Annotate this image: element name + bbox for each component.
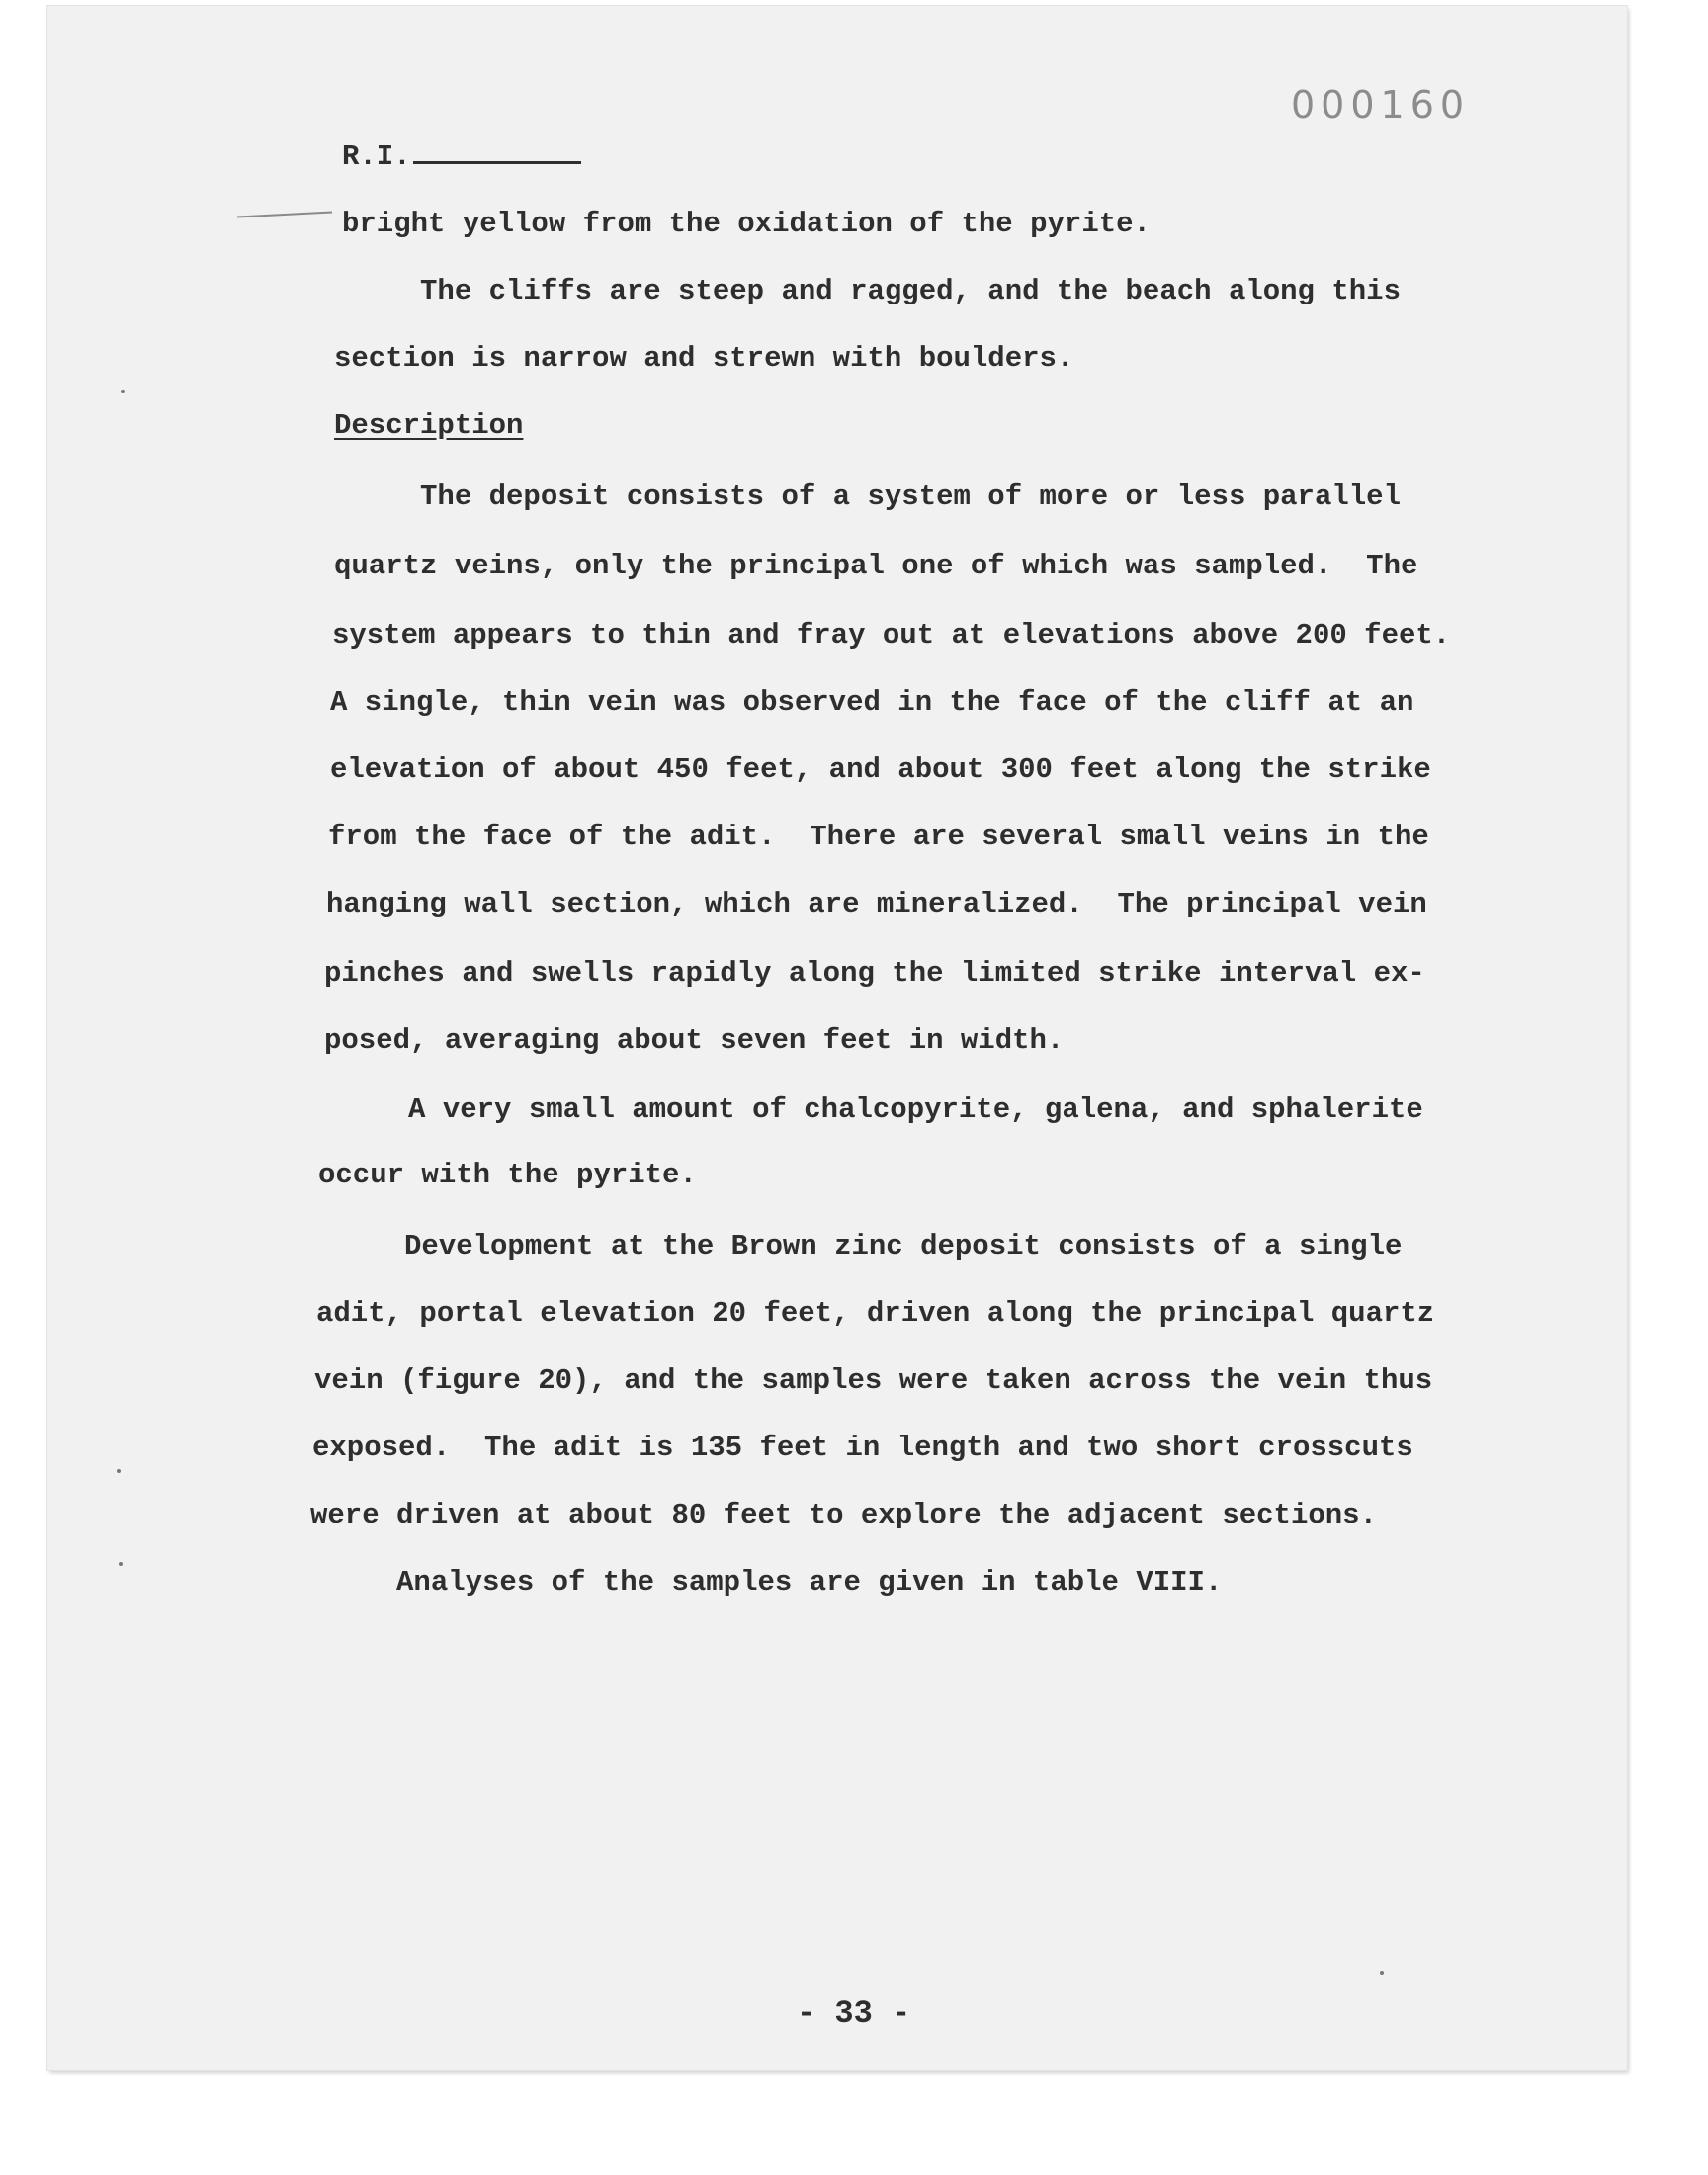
document-page <box>47 6 1627 2070</box>
body-line: occur with the pyrite. <box>318 1159 697 1191</box>
archive-stamp-number: 000160 <box>1291 83 1471 127</box>
paper-speck <box>119 1562 123 1566</box>
paper-speck <box>1380 1971 1384 1975</box>
page-number: - 33 - <box>797 1995 911 2032</box>
body-line: exposed. The adit is 135 feet in length and two short crosscuts <box>312 1432 1413 1464</box>
report-number-label: R.I. <box>342 140 411 173</box>
paper-speck <box>121 390 125 393</box>
margin-mark <box>237 211 332 218</box>
body-line: bright yellow from the oxidation of the pyrite. <box>342 208 1151 240</box>
body-line: adit, portal elevation 20 feet, driven along the principal quartz <box>316 1297 1435 1330</box>
body-line: posed, averaging about seven feet in width. <box>324 1024 1065 1057</box>
body-line: elevation of about 450 feet, and about 300 feet along the strike <box>330 753 1431 786</box>
body-line: Analyses of the samples are given in table VIII. <box>310 1566 1223 1599</box>
paper-speck <box>117 1469 121 1473</box>
body-line: A very small amount of chalcopyrite, galena, and sphalerite <box>322 1093 1423 1126</box>
body-line: pinches and swells rapidly along the limited strike interval ex- <box>324 957 1425 990</box>
body-line: A single, thin vein was observed in the face of the cliff at an <box>330 686 1414 719</box>
body-line: from the face of the adit. There are several small veins in the <box>328 821 1429 853</box>
body-line: section is narrow and strewn with boulders. <box>334 342 1074 375</box>
section-heading: Description <box>334 409 524 442</box>
report-number-field <box>342 140 581 173</box>
body-line: vein (figure 20), and the samples were taken across the vein thus <box>314 1364 1433 1397</box>
body-line: system appears to thin and fray out at elevations above 200 feet. <box>332 619 1451 652</box>
body-line: quartz veins, only the principal one of which was sampled. The <box>334 550 1418 582</box>
body-line: The deposit consists of a system of more or less parallel <box>334 480 1401 513</box>
body-line: Development at the Brown zinc deposit consists of a single <box>318 1230 1403 1262</box>
body-line: hanging wall section, which are mineralized. The principal vein <box>326 888 1427 920</box>
body-line: The cliffs are steep and ragged, and the beach along this <box>334 275 1401 307</box>
body-line: were driven at about 80 feet to explore the adjacent sections. <box>310 1499 1377 1531</box>
report-number-blank <box>413 161 581 164</box>
